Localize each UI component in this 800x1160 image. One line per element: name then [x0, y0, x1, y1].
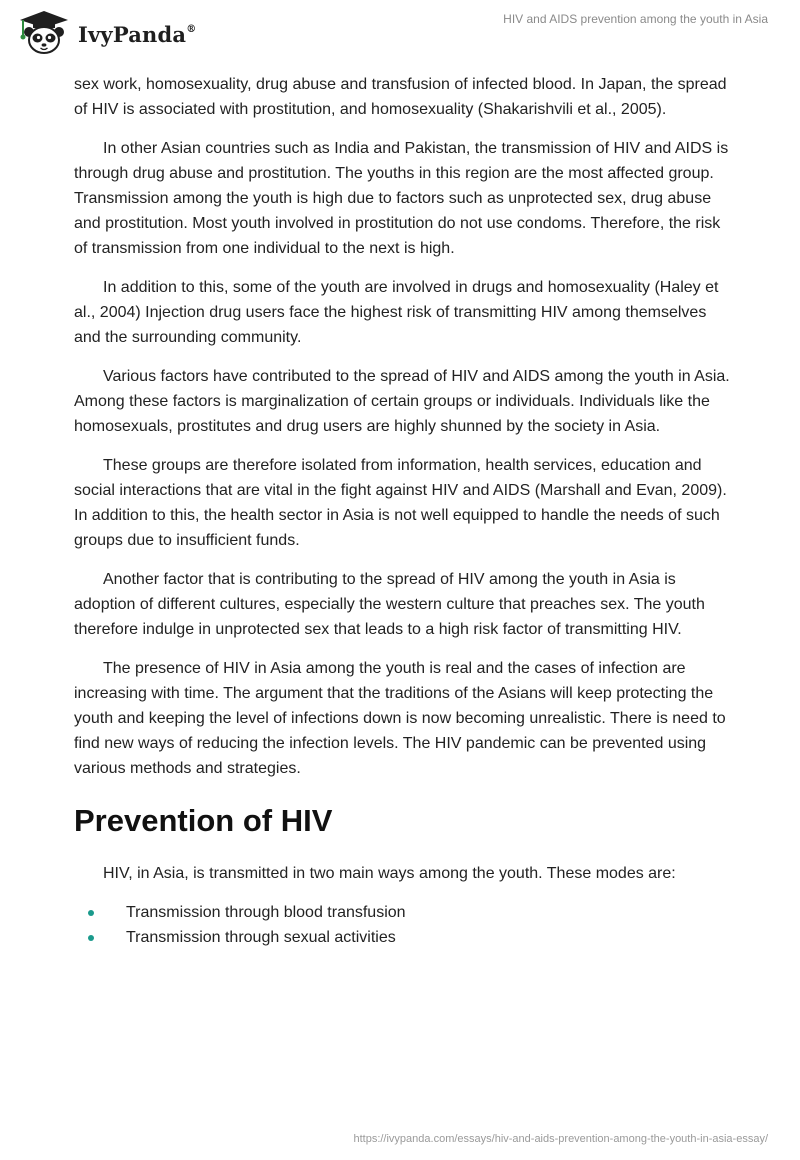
panda-graduate-icon [14, 8, 74, 56]
source-url[interactable]: https://ivypanda.com/essays/hiv-and-aids-prevention-among-the-youth-in-asia-essay/ [353, 1133, 768, 1145]
section-heading: Prevention of HIV [74, 803, 333, 838]
essay-body [74, 72, 730, 950]
ivypanda-logo[interactable] [14, 8, 196, 56]
bullet-icon [88, 910, 94, 916]
paragraph: These groups are therefore isolated from information, health services, education and social interactions that are vital in the fight against HIV and AIDS (Marshall and Evan, 2009). In addition to this, the health sector in Asia is not well equipped to handle the needs of such groups due to insufficient funds. [74, 457, 727, 549]
bullet-icon [88, 935, 94, 941]
list-item-text: Transmission through blood transfusion [126, 904, 406, 921]
paragraph: In addition to this, some of the youth are involved in drugs and homosexuality (Haley et al., 2004) Injection drug users face the highest risk of transmitting HIV among themselves and the surrounding community. [74, 279, 719, 346]
paragraph: The presence of HIV in Asia among the youth is real and the cases of infection are increasing with time. The argument that the traditions of the Asians will keep protecting the youth and keeping the level of infections down is now becoming unrealistic. There is need to find new ways of reducing the infection levels. The HIV pandemic can be prevented using various methods and strategies. [74, 660, 726, 777]
paragraph: In other Asian countries such as India and Pakistan, the transmission of HIV and AIDS is through drug abuse and prostitution. The youths in this region are the most affected group. Transmission among the youth is high due to factors such as unprotected sex, drug abuse and prostitution. Most youth involved in prostitution do not use condoms. Therefore, the risk of transmission from one individual to the next is high. [74, 140, 729, 257]
paragraph: Various factors have contributed to the spread of HIV and AIDS among the youth in Asia. Among these factors is marginalization of certain groups or individuals. Individuals like the homosexuals, prostitutes and drug users are highly shunned by the society in Asia. [74, 368, 730, 435]
document-title: HIV and AIDS prevention among the youth in Asia [503, 12, 768, 26]
brand-name: IvyPanda® [78, 21, 197, 47]
list-item [74, 900, 730, 925]
paragraph: Another factor that is contributing to the spread of HIV among the youth in Asia is adoption of different cultures, especially the western culture that preaches sex. The youth therefore indulge in unprotected sex that leads to a high risk factor of transmitting HIV. [74, 571, 705, 638]
paragraph: sex work, homosexuality, drug abuse and transfusion of infected blood. In Japan, the spread of HIV is associated with prostitution, and homosexuality (Shakarishvili et al., 2005). [74, 76, 727, 118]
page-header [0, 0, 800, 64]
list-item-text: Transmission through sexual activities [126, 929, 396, 946]
transmission-modes-list [74, 900, 730, 950]
list-item [74, 925, 730, 950]
section-intro: HIV, in Asia, is transmitted in two main ways among the youth. These modes are: [103, 865, 676, 882]
